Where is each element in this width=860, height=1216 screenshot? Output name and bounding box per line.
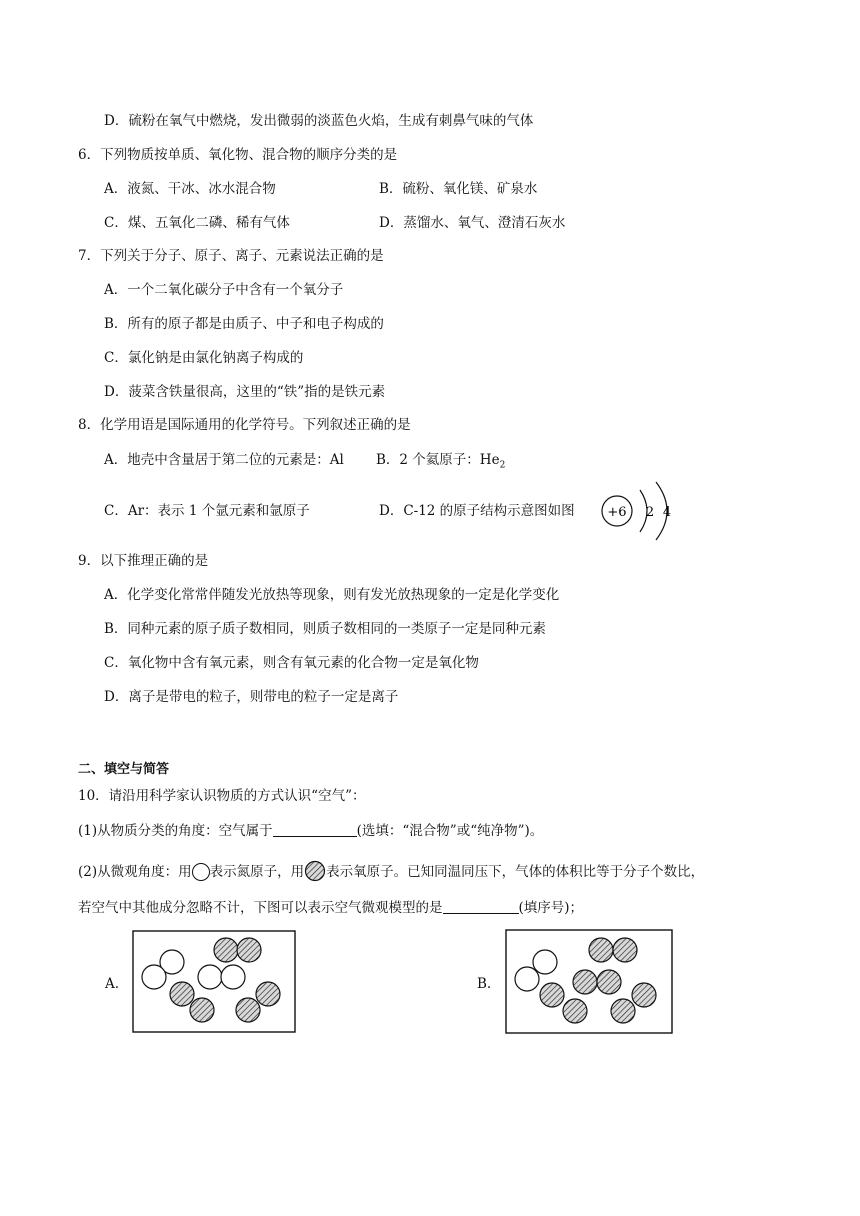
q10-part3	[78, 899, 583, 917]
q9-option-b: B．同种元素的原子质子数相同，则质子数相同的一类原子一定是同种元素	[104, 621, 546, 637]
q7-option-c: C．氯化钠是由氯化钠离子构成的	[104, 350, 304, 366]
nitrogen-atom	[533, 950, 557, 974]
q10-part1	[78, 822, 543, 840]
q10-part3-prompt: 若空气中其他成分忽略不计，下图可以表示空气微观模型的是	[78, 900, 443, 916]
q9-option-a: A．化学变化常常伴随发光放热等现象，则有发光放热现象的一定是化学变化	[104, 587, 560, 603]
oxygen-atom	[613, 938, 637, 962]
section-title: 二、填空与简答	[78, 762, 170, 777]
model-a-diagram[interactable]	[132, 930, 296, 1034]
q9-option-c: C．氧化物中含有氧元素，则含有氧元素的化合物一定是氧化物	[104, 655, 479, 671]
oxygen-atom	[214, 938, 238, 962]
q10-part2-a: (2)从微观角度：用	[78, 864, 192, 880]
oxygen-atom-icon	[304, 860, 326, 882]
q8-option-b-text: B．2 个氦原子：He	[376, 452, 500, 468]
q6-option-d: D．蒸馏水、氧气、澄清石灰水	[379, 215, 566, 231]
nitrogen-atom-icon	[192, 863, 210, 881]
oxygen-atom	[589, 938, 613, 962]
oxygen-atom	[236, 998, 260, 1022]
q10-part3-hint: (填序号)；	[518, 900, 584, 916]
nucleus-charge: +6	[607, 505, 627, 520]
nitrogen-atom	[142, 965, 166, 989]
model-b-label: B.	[477, 976, 492, 992]
nitrogen-atom	[221, 965, 245, 989]
shell-1-electrons: 2	[645, 505, 655, 520]
q7-option-d: D．菠菜含铁量很高，这里的“铁”指的是铁元素	[104, 384, 386, 400]
q8-option-a: A．地壳中含量居于第二位的元素是：Al	[104, 452, 344, 468]
oxygen-atom	[540, 983, 564, 1007]
oxygen-atom	[237, 938, 261, 962]
q5-option-d: D．硫粉在氧气中燃烧，发出微弱的淡蓝色火焰，生成有刺鼻气味的气体	[104, 113, 534, 129]
answer-blank-2[interactable]	[443, 899, 519, 914]
q6-option-b: B．硫粉、氧化镁、矿泉水	[379, 181, 538, 197]
model-a-label: A.	[105, 976, 120, 992]
q8-option-b-subscript: 2	[499, 460, 506, 471]
q10-part1-hint: (选填：“混合物”或“纯净物”)。	[356, 823, 544, 839]
oxygen-atom	[256, 982, 280, 1006]
q10-part2	[78, 860, 704, 882]
q6-option-a: A．液氮、干冰、冰水混合物	[104, 181, 276, 197]
q9-option-d: D．离子是带电的粒子，则带电的粒子一定是离子	[104, 689, 399, 705]
q8-option-b	[376, 451, 505, 475]
oxygen-atom	[170, 982, 194, 1006]
oxygen-atom	[190, 998, 214, 1022]
q7-option-a: A．一个二氧化碳分子中含有一个氧分子	[104, 282, 344, 298]
oxygen-atom	[597, 970, 621, 994]
q6-stem: 6．下列物质按单质、氧化物、混合物的顺序分类的是	[78, 147, 398, 163]
q10-part2-c: 表示氧原子。已知同温同压下，气体的体积比等于分子个数比，	[326, 864, 705, 880]
q6-option-c: C．煤、五氧化二磷、稀有气体	[104, 215, 290, 231]
oxygen-atom	[611, 999, 635, 1023]
q10-stem: 10．请沿用科学家认识物质的方式认识“空气”：	[78, 788, 366, 804]
oxygen-atom	[632, 983, 656, 1007]
q9-stem: 9．以下推理正确的是	[78, 553, 209, 569]
q8-stem: 8．化学用语是国际通用的化学符号。下列叙述正确的是	[78, 417, 411, 433]
oxygen-atom	[563, 999, 587, 1023]
q8-option-c: C．Ar：表示 1 个氩元素和氩原子	[104, 503, 310, 519]
answer-blank-1[interactable]	[273, 822, 357, 837]
q10-part2-b: 表示氮原子，用	[209, 864, 305, 880]
oxygen-atom	[573, 970, 597, 994]
q7-stem: 7．下列关于分子、原子、离子、元素说法正确的是	[78, 248, 384, 264]
model-b-diagram[interactable]	[505, 929, 673, 1035]
nitrogen-atom	[515, 967, 539, 991]
q8-option-d: D．C-12 的原子结构示意图如图	[379, 503, 575, 519]
carbon-atom-structure-diagram	[596, 478, 686, 544]
nitrogen-atom	[198, 965, 222, 989]
q7-option-b: B．所有的原子都是由质子、中子和电子构成的	[104, 316, 384, 332]
q10-part1-prompt: (1)从物质分类的角度：空气属于	[78, 823, 273, 839]
shell-2-electrons: 4	[662, 505, 672, 520]
